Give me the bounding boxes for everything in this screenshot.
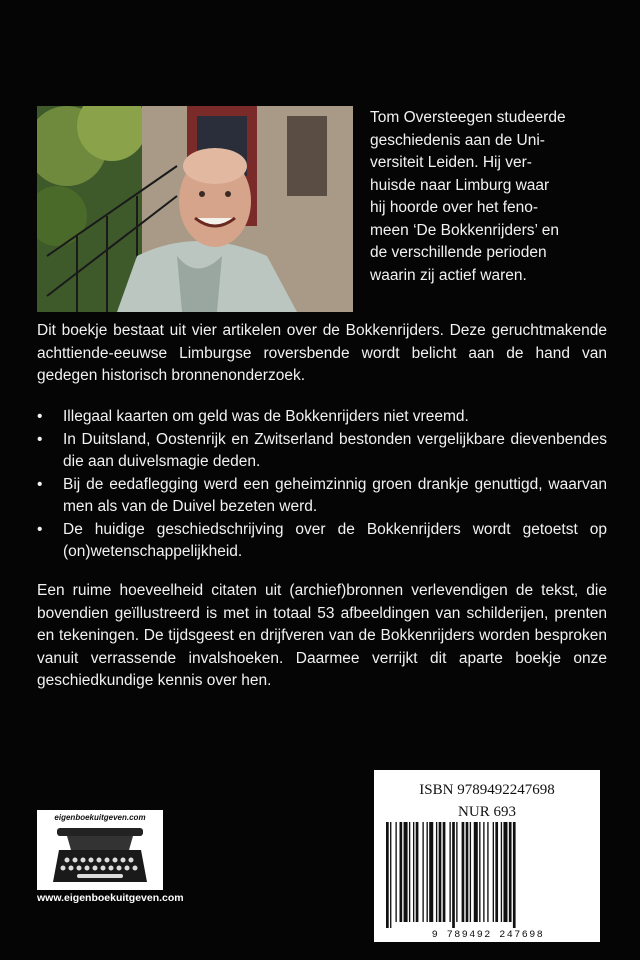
publisher-logo-text: eigenboekuitgeven.com [54,813,146,822]
bullet-item [37,474,607,519]
barcode-box [374,770,600,942]
bullet-item [37,406,607,429]
bullet-item [37,519,607,564]
closing-paragraph: Een ruime hoeveelheid citaten uit (archief)bronnen verlevendigen de tekst, die bovendien geïllustreerd is met in totaal 53 afbeeldingen van schilderijen, prenten en tekeningen. De tijdsgeest en drijfveren van de Bokkenrijders worden besproken vanuit verrassende invalshoeken. Daarmee verrijkt dit aparte boekje onze geschiedkundige kennis over hen. [37,582,607,689]
publisher-url: www.eigenboekuitgeven.com [37,892,184,904]
bio-line: versiteit Leiden. Hij ver- [370,154,532,171]
bio-line: meen ‘De Bokkenrijders’ en [370,221,559,239]
bio-line: waarin zij actief waren. [370,266,527,284]
bullet-marker: • [37,520,43,538]
bio-line: huisde naar Limburg waar [370,176,550,194]
bullet-text: Bij de eedaflegging werd een geheimzinnig groen drankje genuttigd, waarvan men als van de Duivel bezeten werd. [63,475,607,515]
author-bio [370,107,615,287]
bullet-text: In Duitsland, Oostenrijk en Zwitserland bestonden vergelijkbare dievenbendes die aan duivelsmagie deden. [63,430,607,470]
bullet-text: Illegaal kaarten om geld was de Bokkenrijders niet vreemd. [63,408,469,425]
typewriter-icon [37,810,163,890]
bullet-marker: • [37,475,43,493]
bullet-list [37,406,607,564]
bio-line: geschiedenis aan de Uni- [370,131,545,149]
nur-code: NUR 693 [458,804,516,820]
intro-paragraph: Dit boekje bestaat uit vier artikelen over de Bokkenrijders. Deze geruchtmakende achttiende-eeuwse Limburgse roversbende wordt belicht aan de hand van gedegen historisch bronnenonderzoek. [37,322,607,384]
bullet-text: De huidige geschiedschrijving over de Bokkenrijders wordt getoetst op (on)wetenschappelijkheid. [63,520,607,560]
barcode-icon [384,822,590,928]
bio-line: de verschillende perioden [370,244,547,261]
barcode-digits: 9 789492 247698 [431,930,545,941]
publisher-logo [37,810,163,890]
bio-line: hij hoorde over het feno- [370,199,539,216]
isbn-number: ISBN 9789492247698 [419,782,555,798]
bullet-item [37,429,607,474]
author-photo [37,106,353,312]
bullet-marker: • [37,430,43,448]
bio-line: Tom Oversteegen studeerde [370,109,566,126]
bullet-marker: • [37,408,43,425]
